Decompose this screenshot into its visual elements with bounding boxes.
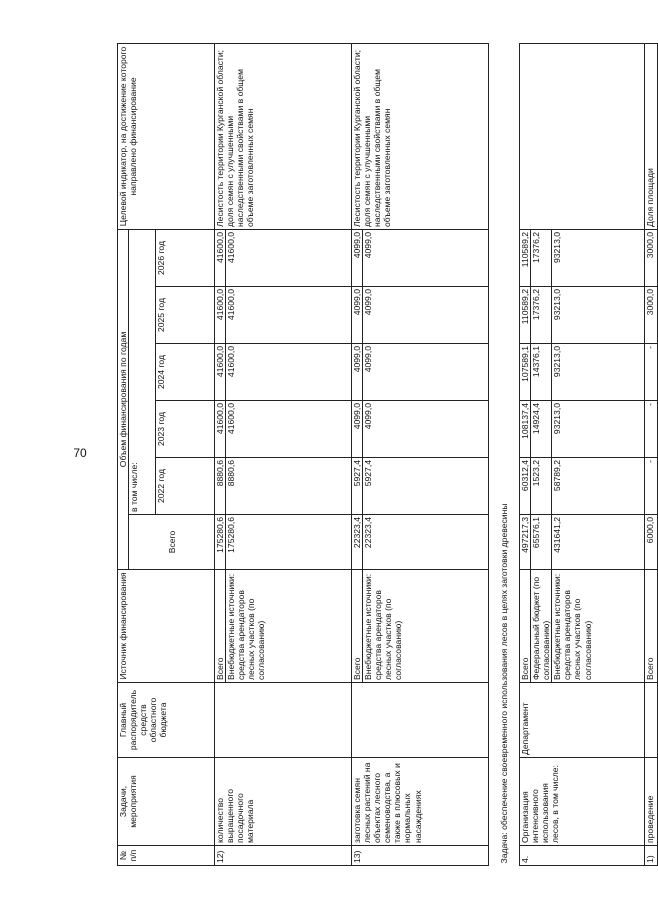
col-including-header: в том числе: — [129, 229, 156, 514]
col-total-header: Всего — [129, 515, 215, 570]
header-row — [118, 43, 129, 865]
value-cell: 41600,0 — [226, 344, 352, 401]
section-row — [489, 43, 520, 865]
value-cell: 497217,3 — [520, 515, 531, 570]
value-cell: 60312,4 — [520, 458, 531, 515]
value-cell: 110589,2 — [520, 287, 531, 344]
value-cell: 4099,0 — [363, 344, 489, 401]
source-cell: Внебюджетные источники: средства арендаторов лесных участков (по согласованию) — [226, 570, 352, 683]
value-cell: 108137,4 — [520, 401, 531, 458]
value-cell: 41600,0 — [215, 229, 226, 286]
source-cell: Всего — [645, 570, 658, 683]
value-cell: 1523,2 — [531, 458, 552, 515]
value-cell: 22323,4 — [363, 515, 489, 570]
value-cell: 93213,0 — [552, 344, 645, 401]
value-cell: 175280,6 — [215, 515, 226, 570]
value-cell: 93213,0 — [552, 287, 645, 344]
value-cell: 65576,1 — [531, 515, 552, 570]
task-cell: проведение — [645, 758, 658, 846]
funding-table — [117, 43, 658, 866]
value-cell: 4099,0 — [352, 229, 363, 286]
task-cell: заготовка семян лесных растений на объектах лесного семеноводства, а также в плюсовых и нормальных насаждениях — [352, 758, 489, 846]
admin-cell — [352, 683, 489, 758]
source-cell: Внебюджетные источники: средства арендаторов лесных участков (по согласованию) — [552, 570, 645, 683]
year-header: 2026 год — [156, 229, 215, 286]
value-cell: 4099,0 — [352, 401, 363, 458]
value-cell: 4099,0 — [352, 344, 363, 401]
col-indicator-header: Целевой индикатор, на достижение которого направлено финансирование — [118, 43, 215, 229]
source-cell: Всего — [215, 570, 226, 683]
admin-cell: Департамент — [520, 683, 645, 758]
value-cell: 107589,1 — [520, 344, 531, 401]
page-number: 70 — [73, 446, 87, 460]
row-number: 13) — [352, 846, 489, 866]
value-cell: 4099,0 — [363, 229, 489, 286]
value-cell: 93213,0 — [552, 401, 645, 458]
value-cell: 41600,0 — [226, 401, 352, 458]
col-task-header: Задачи, мероприятия — [118, 758, 215, 846]
indicator-cell — [520, 43, 645, 229]
value-cell: 22323,4 — [352, 515, 363, 570]
value-cell: 3000,0 — [645, 287, 658, 344]
value-cell: 5927,4 — [363, 458, 489, 515]
col-source-header: Источник финансирования — [118, 570, 215, 683]
value-cell: 6000,0 — [645, 515, 658, 570]
indicator-cell: Лесистость территории Курганской области; доля семян с улучшенными наследственными свойствами в общем объеме заготовленных семян — [215, 43, 352, 229]
col-no-header: № п/п — [118, 846, 215, 866]
value-cell: 5927,4 — [352, 458, 363, 515]
value-cell: - — [645, 458, 658, 515]
section-title: Задача: обеспечение своевременного использования лесов в целях заготовки древесины — [489, 43, 520, 865]
value-cell: 4099,0 — [363, 401, 489, 458]
value-cell: - — [645, 344, 658, 401]
value-cell: 93213,0 — [552, 229, 645, 286]
value-cell: 41600,0 — [226, 287, 352, 344]
task-cell: Организация интенсивного использования лесов, в том числе: — [520, 758, 645, 846]
value-cell: - — [645, 401, 658, 458]
value-cell: 3000,0 — [645, 229, 658, 286]
year-header: 2025 год — [156, 287, 215, 344]
value-cell: 17376,2 — [531, 229, 552, 286]
source-cell: Федеральный бюджет (по согласованию) — [531, 570, 552, 683]
value-cell: 14376,1 — [531, 344, 552, 401]
value-cell: 41600,0 — [215, 401, 226, 458]
value-cell: 41600,0 — [215, 344, 226, 401]
value-cell: 431641,2 — [552, 515, 645, 570]
row-number: 12) — [215, 846, 352, 866]
source-cell: Всего — [520, 570, 531, 683]
table-row — [645, 43, 658, 865]
col-admin-header: Главный распорядитель средств областного бюджета — [118, 683, 215, 758]
year-header: 2024 год — [156, 344, 215, 401]
indicator-cell: Лесистость территории Курганской области; доля семян с улучшенными наследственными свойствами в общем объеме заготовленных семян — [352, 43, 489, 229]
row-number: 4. — [520, 846, 645, 866]
rotated-table-container — [117, 44, 655, 866]
value-cell: 8880,6 — [215, 458, 226, 515]
table-row — [215, 43, 226, 865]
source-cell: Всего — [352, 570, 363, 683]
value-cell: 17376,2 — [531, 287, 552, 344]
value-cell: 41600,0 — [226, 229, 352, 286]
value-cell: 58789,2 — [552, 458, 645, 515]
year-header: 2022 год — [156, 458, 215, 515]
col-funding-header: Объем финансирования по годам — [118, 229, 129, 569]
indicator-cell: Доля площади — [645, 43, 658, 229]
table-row — [520, 43, 531, 865]
task-cell: количество выращенного посадочного материала — [215, 758, 352, 846]
source-cell: Внебюджетные источники: средства арендаторов лесных участков (по согласованию) — [363, 570, 489, 683]
admin-cell — [645, 683, 658, 758]
table-row — [352, 43, 363, 865]
value-cell: 110589,2 — [520, 229, 531, 286]
value-cell: 14924,4 — [531, 401, 552, 458]
value-cell: 175280,6 — [226, 515, 352, 570]
value-cell: 4099,0 — [363, 287, 489, 344]
year-header: 2023 год — [156, 401, 215, 458]
admin-cell — [215, 683, 352, 758]
value-cell: 4099,0 — [352, 287, 363, 344]
value-cell: 41600,0 — [215, 287, 226, 344]
value-cell: 8880,6 — [226, 458, 352, 515]
row-number: 1) — [645, 846, 658, 866]
